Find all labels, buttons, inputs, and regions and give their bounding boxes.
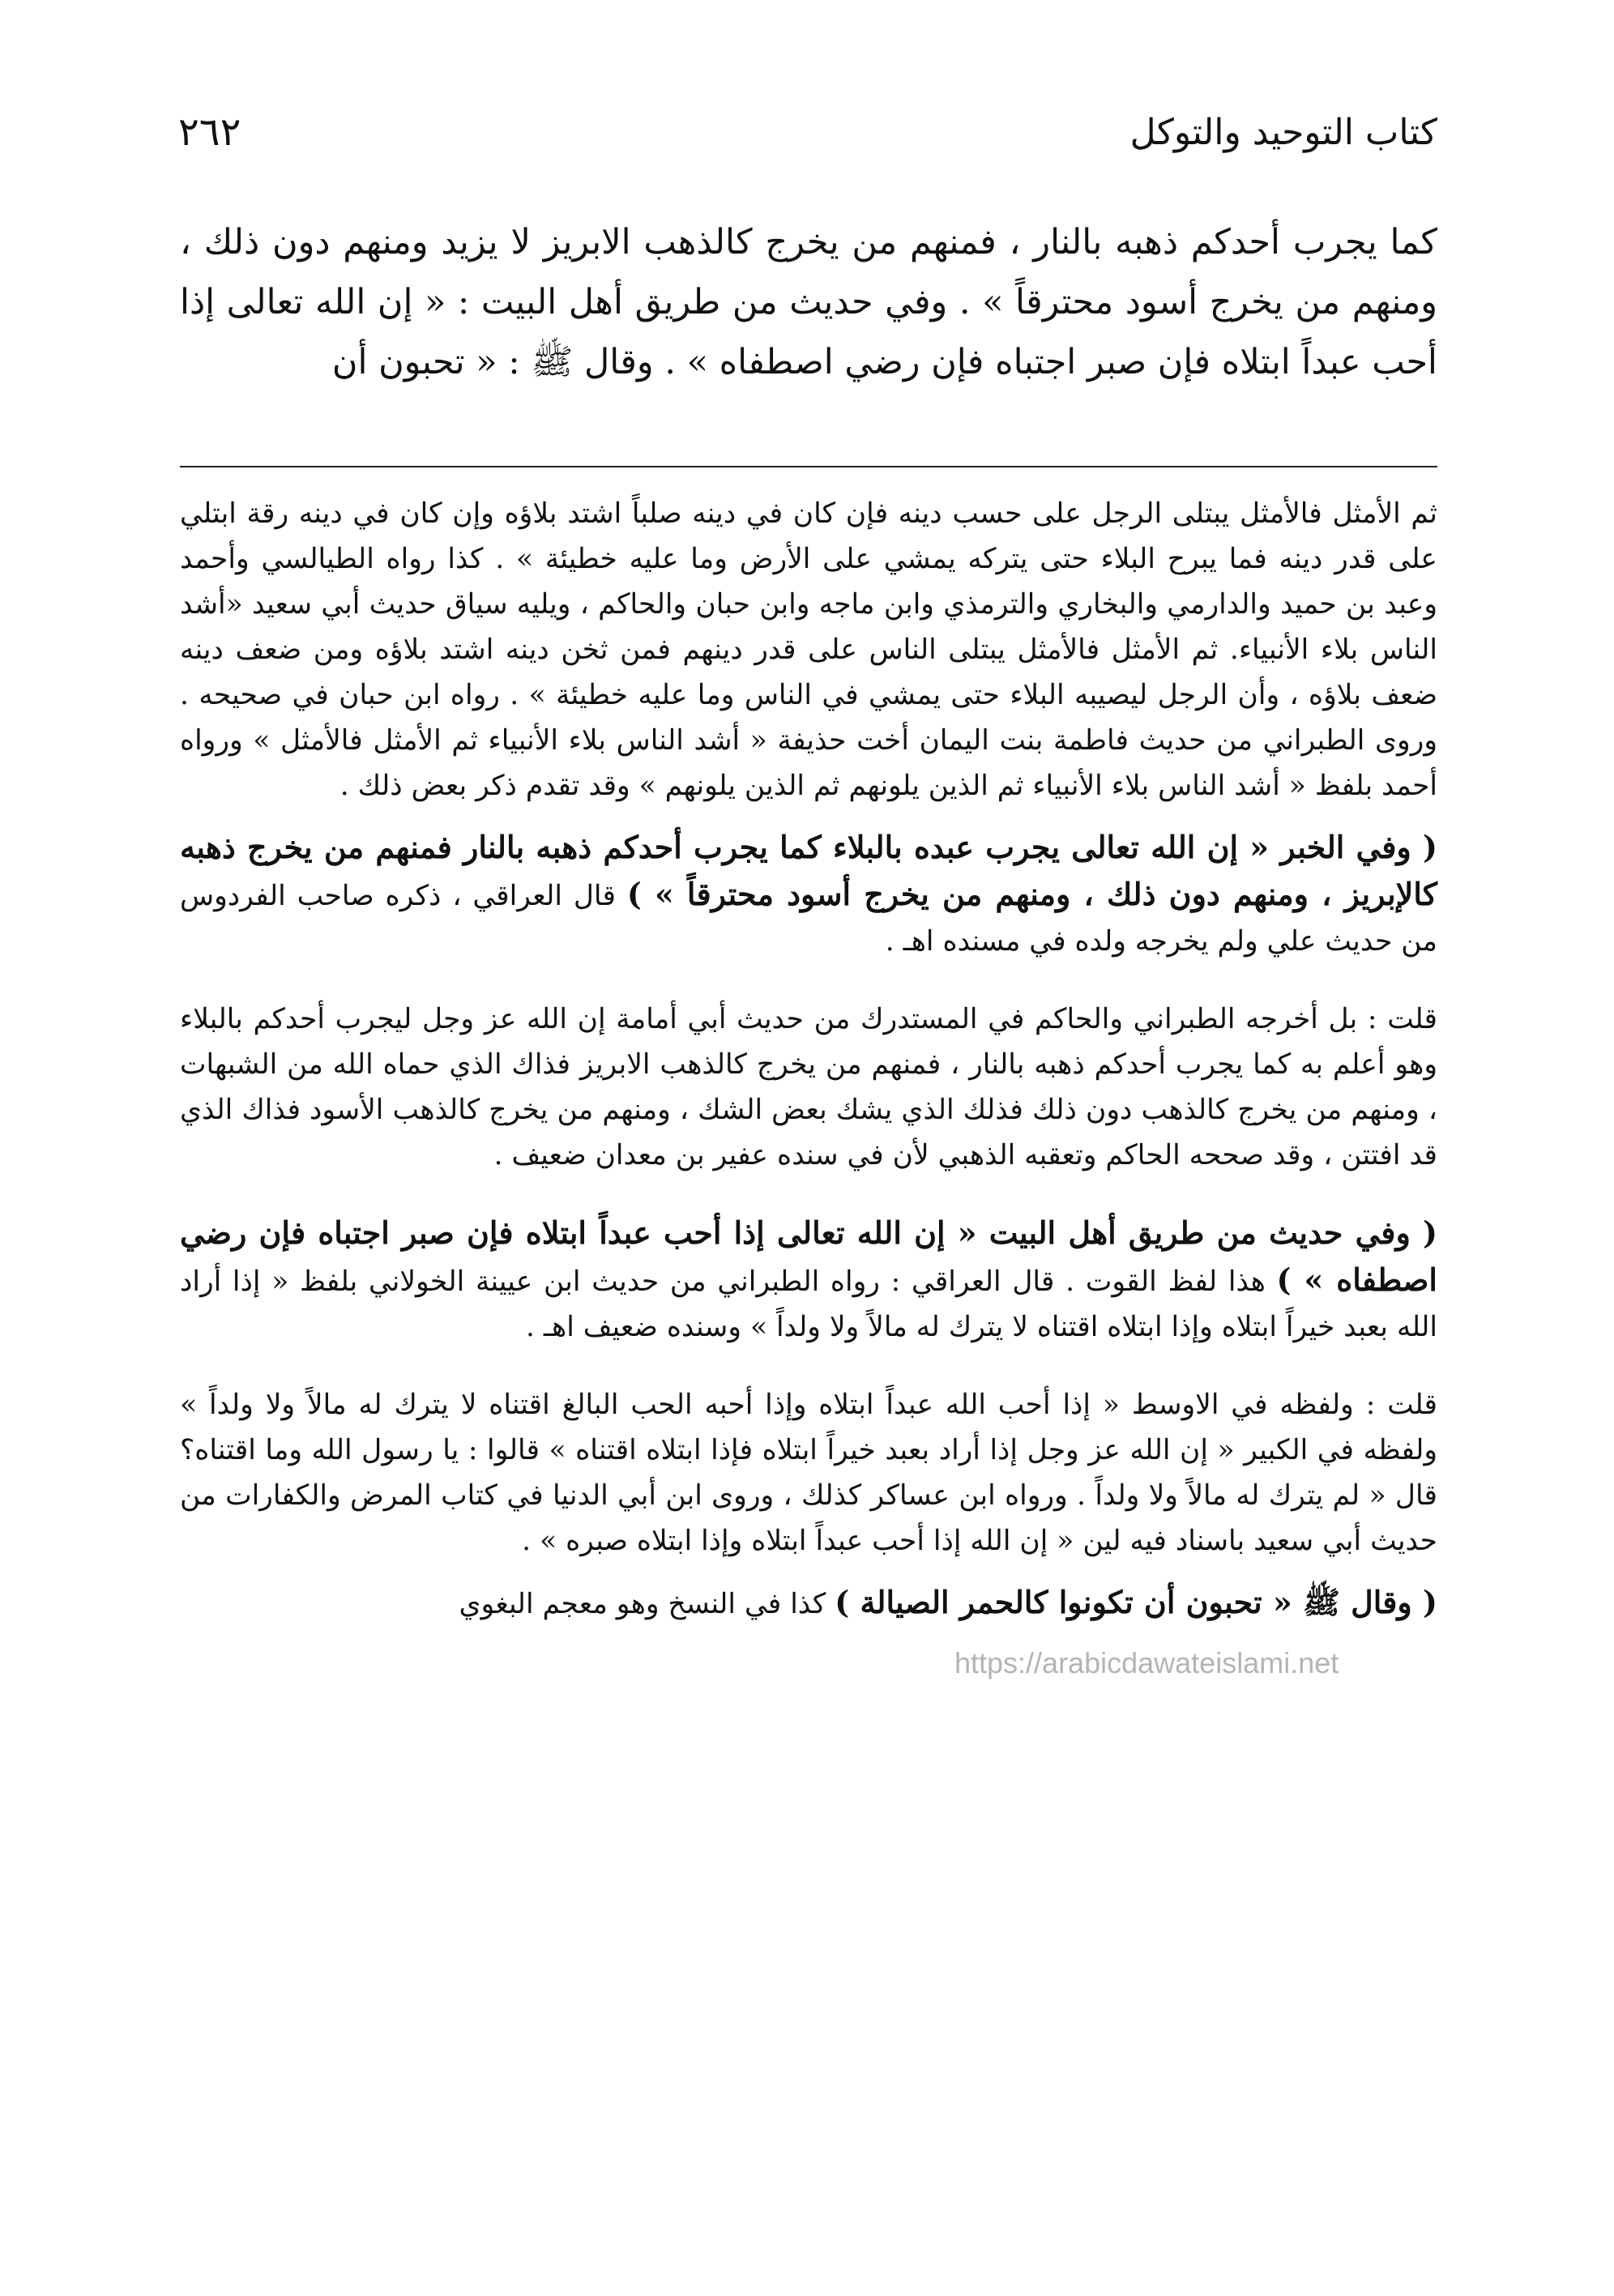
running-head — [178, 96, 1437, 169]
commentary-text: قلت : بل أخرجه الطبراني والحاكم في المستدرك من حديث أبي أمامة إن الله عز وجل ليجرب أحدكم بالبلاء وهو أعلم به كما يجرب أحدكم ذهبه بالنار ، فمنهم من يخرج كالذهب الابريز فذاك الذي حماه الله من الشبهات ، ومنهم من يخرج كالذهب دون ذلك فذلك الذي يشك بعض الشك ، ومنهم من يخرج كالذهب الأسود فذاك الذي قد افتتن ، وقد صححه الحاكم وتعقبه الذهبي لأن في سنده عفير بن معدان ضعيف . — [180, 1003, 1437, 1171]
commentary-paragraph — [180, 1210, 1437, 1350]
commentary-paragraph — [180, 825, 1437, 964]
quoted-text: ( وفي الخبر « إن الله تعالى يجرب عبده بالبلاء كما يجرب أحدكم ذهبه بالنار فمنهم من يخرج ذهبه كالإبريز ، ومنهم دون ذلك ، ومنهم من يخرج أسود محترقاً » ) — [180, 829, 1437, 912]
quoted-text: ( وفي حديث من طريق أهل البيت « إن الله تعالى إذا أحب عبداً ابتلاه فإن صبر اجتباه فإن رضي اصطفاه » ) — [180, 1214, 1437, 1298]
separator-rule — [180, 466, 1437, 467]
book-title: كتاب التوحيد والتوكل — [1129, 111, 1437, 153]
page-number: ٢٦٢ — [178, 109, 241, 155]
commentary — [180, 491, 1437, 1643]
commentary-paragraph — [180, 996, 1437, 1178]
commentary-text: كذا في النسخ وهو معجم البغوي — [459, 1588, 835, 1620]
commentary-paragraph — [180, 1580, 1437, 1627]
commentary-text: هذا لفظ القوت . قال العراقي : رواه الطبراني من حديث ابن عيينة الخولاني بلفظ « إذا أراد الله بعبد خيراً ابتلاه وإذا ابتلاه اقتناه لا يترك له مالاً ولا ولداً » وسنده ضعيف اهـ . — [180, 1265, 1437, 1343]
commentary-text: قال العراقي ، ذكره صاحب الفردوس من حديث علي ولم يخرجه ولده في مسنده اهـ . — [180, 880, 1437, 958]
commentary-text: ثم الأمثل فالأمثل يبتلى الرجل على حسب دينه فإن كان في دينه صلباً اشتد بلاؤه وإن كان في دينه رقة ابتلي على قدر دينه فما يبرح البلاء حتى يتركه يمشي على الأرض وما عليه خطيئة » . كذا رواه الطيالسي وأحمد وعبد بن حميد والدارمي والبخاري والترمذي وابن ماجه وابن حبان والحاكم ، ويليه سياق حديث أبي سعيد «أشد الناس بلاء الأنبياء. ثم الأمثل فالأمثل يبتلى الناس على قدر دينهم فمن ثخن دينه اشتد بلاؤه ومن ضعف دينه ضعف بلاؤه ، وأن الرجل ليصيبه البلاء حتى يمشي في الناس وما عليه خطيئة » . رواه ابن حبان في صحيحه . وروى الطبراني من حديث فاطمة بنت اليمان أخت حذيفة « أشد الناس بلاء الأنبياء ثم الأمثل فالأمثل » ورواه أحمد بلفظ « أشد الناس بلاء الأنبياء ثم الذين يلونهم ثم الذين يلونهم » وقد تقدم ذكر بعض ذلك . — [180, 497, 1437, 802]
commentary-paragraph — [180, 1382, 1437, 1564]
watermark-url: https://arabicdawateislami.net — [954, 1646, 1339, 1679]
commentary-text: قلت : ولفظه في الاوسط « إذا أحب الله عبداً ابتلاه وإذا أحبه الحب البالغ اقتناه لا يترك له مالاً ولا ولداً » ولفظه في الكبير « إن الله عز وجل إذا أراد بعبد خيراً ابتلاه فإذا ابتلاه اقتناه » قالوا : يا رسول الله وما اقتناه؟ قال « لم يترك له مالاً ولا ولداً . ورواه ابن عساكر كذلك ، وروى ابن أبي الدنيا في كتاب المرض والكفارات من حديث أبي سعيد باسناد فيه لين « إن الله إذا أحب عبداً ابتلاه وإذا ابتلاه صبره » . — [180, 1389, 1437, 1557]
quoted-text: ( وقال ﷺ « تحبون أن تكونوا كالحمر الصيالة ) — [835, 1584, 1437, 1620]
commentary-paragraph — [180, 491, 1437, 809]
main-text: كما يجرب أحدكم ذهبه بالنار ، فمنهم من يخرج كالذهب الابريز لا يزيد ومنهم دون ذلك ، ومنهم من يخرج أسود محترقاً » . وفي حديث من طريق أهل البيت : « إن الله تعالى إذا أحب عبداً ابتلاه فإن صبر اجتباه فإن رضي اصطفاه » . وقال ﷺ : « تحبون أن — [180, 222, 1437, 382]
